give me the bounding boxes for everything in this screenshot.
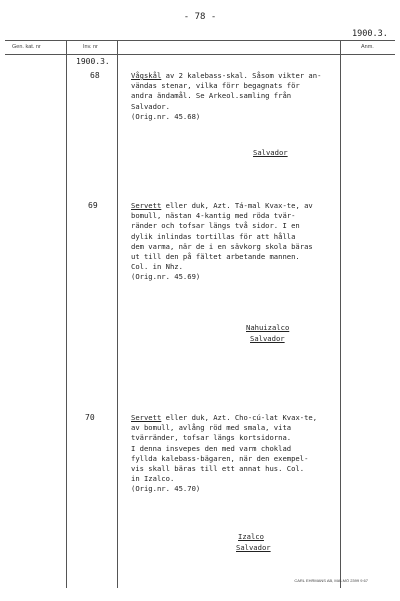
header-gen-kat-nr: Gen. kat. nr xyxy=(12,44,41,50)
column-rule-1 xyxy=(66,40,67,588)
year-header: 1900.3. xyxy=(352,29,388,39)
entry-68-line-3: andra ändamål. Se Arkeol.samling från xyxy=(131,91,292,101)
entry-68-place-1: Salvador xyxy=(253,148,288,157)
entry-70-title: Servett xyxy=(131,413,162,422)
entry-69-line-7: Col. in Nhz. xyxy=(131,262,183,272)
entry-69-line-3: ränder och tofsar längs två sidor. I en xyxy=(131,221,300,231)
entry-68-orig-nr: (Orig.nr. 45.68) xyxy=(131,111,201,121)
header-anm: Anm. xyxy=(361,44,374,50)
entry-70-orig-nr: (Orig.nr. 45.70) xyxy=(131,484,201,494)
entry-70-line-6: vis skall bäras till ett annat hus. Col. xyxy=(131,464,305,474)
entry-69-title: Servett xyxy=(131,201,162,210)
entry-69-place-2: Salvador xyxy=(250,334,285,343)
header-inv-nr: Inv. nr xyxy=(83,44,98,50)
column-rule-2 xyxy=(117,40,118,588)
entry-70-line-4: I denna insvepes den med varm choklad xyxy=(131,443,292,453)
entry-69-place-1: Nahuizalco xyxy=(246,323,290,332)
entry-70-line-1: Servett eller duk, Azt. Cho-cú-lat Kvax-te, xyxy=(131,413,318,422)
entry-70-place-2: Salvador xyxy=(236,543,271,552)
entry-69-line-2: bomull, nästan 4-kantig med röda tvär- xyxy=(131,211,296,221)
inv-year: 1900.3. xyxy=(76,57,110,66)
inv-number-69: 69 xyxy=(88,201,98,210)
entry-69 xyxy=(131,201,313,283)
printer-imprint: CARL EHRMANS AB, MALMÖ 2399 9 67 xyxy=(294,578,368,583)
entry-70-line-2: av bomull, avlång röd med smala, vita xyxy=(131,423,292,433)
entry-70 xyxy=(131,413,317,495)
column-rule-3 xyxy=(340,40,341,588)
entry-70-line-3: tvärränder, tofsar längs kortsidorna. xyxy=(131,433,292,443)
entry-69-line-4: dylik inlindas tortillas för att hålla xyxy=(131,231,296,241)
inv-number-70: 70 xyxy=(85,413,95,422)
entry-68-line-2: vändas stenar, vilka förr begagnats för xyxy=(131,81,300,91)
entry-68-line-4: Salvador. xyxy=(131,101,170,111)
entry-69-orig-nr: (Orig.nr. 45.69) xyxy=(131,272,201,282)
entry-69-line-1: Servett eller duk, Azt. Tá-mal Kvax-te, av xyxy=(131,201,313,210)
inv-number-68: 68 xyxy=(90,71,100,80)
entry-69-line-5: dem varma, när de i en sävkorg skola bäras xyxy=(131,241,313,251)
page-number: - 78 - xyxy=(183,12,217,22)
header-bottom-rule xyxy=(5,54,395,55)
entry-68-title: Vågskål xyxy=(131,71,162,80)
entry-70-line-7: in Izalco. xyxy=(131,474,175,484)
entry-69-line-6: ut till den på fältet arbetande mannen. xyxy=(131,252,300,262)
entry-68 xyxy=(131,71,321,122)
entry-68-line-1: Vågskål av 2 kalebass-skal. Såsom vikter an- xyxy=(131,71,322,80)
entry-70-line-5: fyllda kalebass-bägaren, när den exempel- xyxy=(131,453,309,463)
header-top-rule xyxy=(5,40,395,41)
entry-70-place-1: Izalco xyxy=(238,532,264,541)
